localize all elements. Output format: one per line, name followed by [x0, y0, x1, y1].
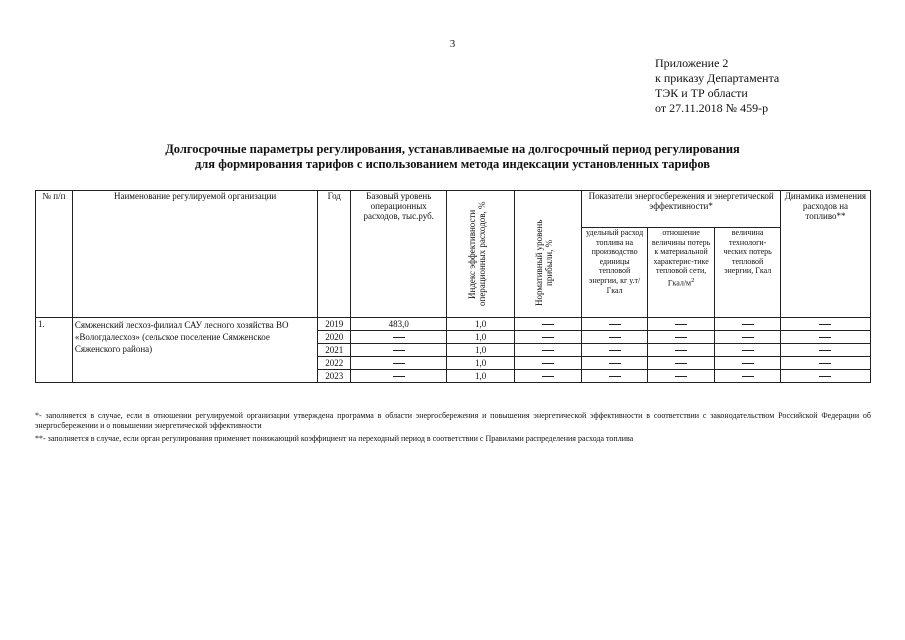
dash: [393, 337, 405, 338]
dash: [675, 350, 687, 351]
dash: [819, 350, 831, 351]
dash: [393, 376, 405, 377]
dash: [542, 324, 554, 325]
title-line-2: для формирования тарифов с использованием метода индексации установленных тарифов: [194, 157, 711, 171]
row-efficiency-index: 1,0: [447, 331, 515, 344]
header-org: Наименование регулируемой организации: [72, 191, 318, 318]
dash: [393, 350, 405, 351]
dash: [542, 337, 554, 338]
row-num: 1.: [36, 318, 73, 383]
dash: [819, 324, 831, 325]
dash: [393, 363, 405, 364]
document-title: [40, 142, 865, 172]
dash: [675, 337, 687, 338]
dash: [609, 324, 621, 325]
header-profit-cell: [514, 191, 582, 318]
dash: [542, 376, 554, 377]
appendix-line-1: Приложение 2: [655, 56, 729, 70]
dash: [675, 324, 687, 325]
dash: [742, 324, 754, 325]
header-dynamics: Динамика изменения расходов на топливо**: [780, 191, 870, 318]
row-efficiency-index: 1,0: [447, 318, 515, 331]
dash: [609, 350, 621, 351]
row-year: 2022: [318, 357, 351, 370]
row-efficiency-index: 1,0: [447, 370, 515, 383]
footnote-2: **- заполняется в случае, если орган регулирования применяет понижающий коэффициент на переходный период в соответствии с Правилами распределения расхода топлива: [35, 434, 634, 443]
dash: [819, 363, 831, 364]
header-loss-ratio-sup: 2: [691, 276, 695, 284]
dash: [542, 363, 554, 364]
dash: [609, 363, 621, 364]
header-indicators: Показатели энергосбережения и энергетической эффективности*: [582, 191, 781, 228]
header-tech-losses: величина технологи-ческих потерь тепловой энергии, Гкал: [715, 228, 781, 318]
header-efficiency-index-cell: [447, 191, 515, 318]
title-line-1: Долгосрочные параметры регулирования, устанавливаемые на долгосрочный период регулирования: [165, 142, 740, 156]
row-org-name: Сямженский лесхоз-филиал САУ лесного хозяйства ВО «Вологдалесхоз» (сельское поселение Сямженское Сяженского района): [72, 318, 318, 383]
appendix-line-2: к приказу Департамента: [655, 71, 780, 85]
page-number: 3: [449, 38, 456, 50]
dash: [819, 337, 831, 338]
header-profit: Нормативный уровень прибыли, %: [534, 219, 555, 307]
row-efficiency-index: 1,0: [447, 357, 515, 370]
header-base-level: Базовый уровень операционных расходов, тыс.руб.: [351, 191, 447, 318]
row-efficiency-index: 1,0: [447, 344, 515, 357]
dash: [742, 363, 754, 364]
dash: [542, 350, 554, 351]
header-efficiency-index: Индекс эффективности операционных расходов, %: [466, 201, 487, 307]
dash: [742, 350, 754, 351]
dash: [675, 376, 687, 377]
row-base-level: 483,0: [351, 318, 447, 331]
dash: [742, 376, 754, 377]
appendix-line-3: ТЭК и ТР области: [655, 86, 748, 100]
dash: [609, 337, 621, 338]
dash: [609, 376, 621, 377]
dash: [819, 376, 831, 377]
table-row: [36, 318, 871, 331]
row-year: 2021: [318, 344, 351, 357]
header-year: Год: [318, 191, 351, 318]
header-row-1: [36, 191, 871, 228]
header-num: № п/п: [36, 191, 73, 318]
dash: [675, 363, 687, 364]
row-year: 2019: [318, 318, 351, 331]
header-loss-ratio-cell: [647, 228, 715, 318]
appendix-line-4: от 27.11.2018 № 459-р: [655, 101, 769, 115]
footnote-1: *- заполняется в случае, если в отношении регулируемой организации утверждена программа в области энергосбережения и повышения энергетической эффективности в соответствии с законодательством Российской Федерации об энергосбережении и о повышении энергетической эффективности: [35, 411, 871, 430]
parameters-table: [35, 190, 871, 383]
row-year: 2023: [318, 370, 351, 383]
row-year: 2020: [318, 331, 351, 344]
header-fuel-rate: удельный расход топлива на производство единицы тепловой энергии, кг у.т/Гкал: [582, 228, 647, 318]
header-loss-ratio: отношение величины потерь к материальной характерис-тике тепловой сети, Гкал/м: [651, 228, 711, 288]
appendix-block: [655, 56, 779, 116]
dash: [742, 337, 754, 338]
